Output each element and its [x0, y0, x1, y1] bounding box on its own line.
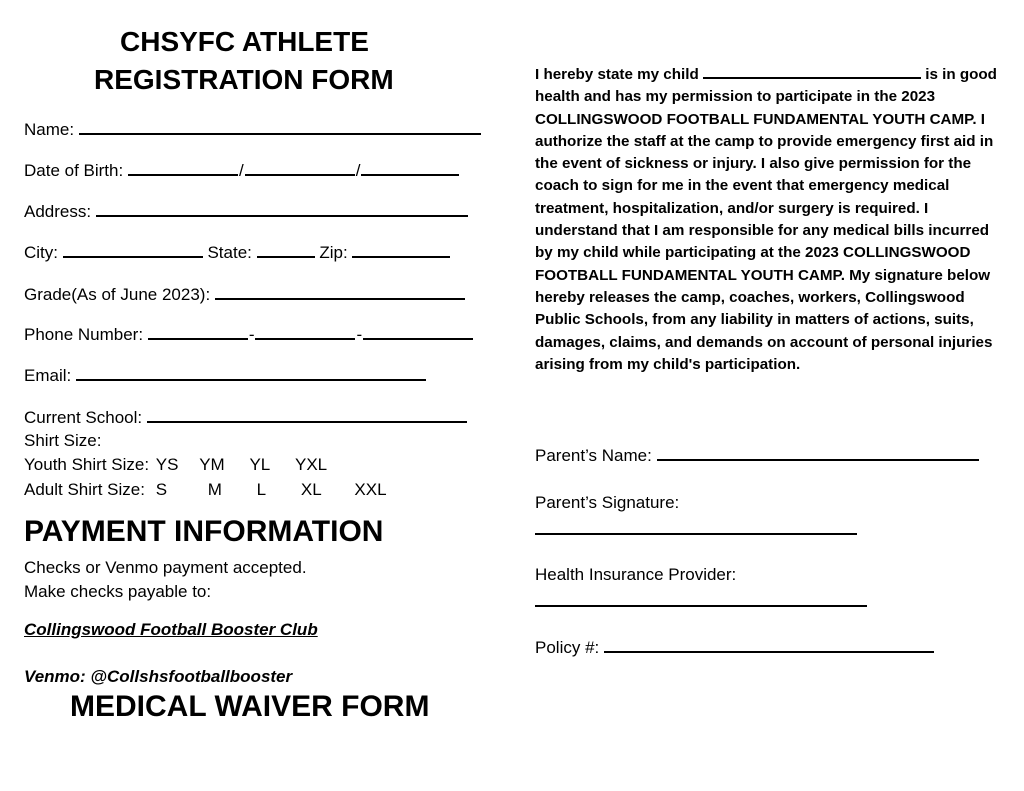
adult-shirt-label: Adult Shirt Size: [24, 480, 145, 499]
address-field[interactable] [96, 201, 468, 217]
name-row [24, 119, 481, 140]
address-label: Address: [24, 202, 92, 221]
youth-size-ym[interactable]: YM [199, 455, 225, 474]
parent-signature-field[interactable] [535, 533, 857, 535]
dob-label: Date of Birth: [24, 161, 124, 180]
state-label: State: [207, 243, 252, 262]
child-name-field[interactable] [703, 65, 921, 79]
dob-year-field[interactable] [361, 160, 459, 176]
payment-heading: PAYMENT INFORMATION [24, 515, 384, 548]
form-title-line1: CHSYFC ATHLETE [120, 26, 369, 57]
parent-name-row [535, 445, 979, 466]
school-label: Current School: [24, 408, 143, 427]
youth-shirt-label: Youth Shirt Size: [24, 455, 150, 474]
state-field[interactable] [257, 242, 315, 258]
waiver-heading: MEDICAL WAIVER FORM [70, 690, 430, 723]
grade-row [24, 284, 465, 305]
youth-shirt-row [24, 455, 327, 475]
phone-prefix-field[interactable] [255, 324, 355, 340]
adult-shirt-row [24, 480, 387, 500]
parent-name-label: Parent’s Name: [535, 446, 652, 465]
waiver-paragraph [535, 64, 1003, 376]
insurance-field[interactable] [535, 605, 867, 607]
youth-size-yxl[interactable]: YXL [294, 455, 328, 474]
address-row [24, 201, 468, 222]
payment-line2: Make checks payable to: [24, 582, 212, 601]
grade-field[interactable] [215, 284, 465, 300]
waiver-intro: I hereby state my child [535, 66, 699, 83]
school-row [24, 407, 467, 428]
phone-separator-2: - [356, 325, 363, 344]
name-label: Name: [24, 120, 75, 139]
phone-row [24, 324, 473, 345]
email-label: Email: [24, 366, 72, 385]
dob-day-field[interactable] [245, 160, 355, 176]
adult-size-xxl[interactable]: XXL [354, 480, 387, 499]
adult-size-m[interactable]: M [207, 480, 222, 499]
shirt-size-label: Shirt Size: [24, 431, 102, 450]
dob-month-field[interactable] [128, 160, 238, 176]
parent-name-field[interactable] [657, 445, 979, 461]
youth-size-yl[interactable]: YL [249, 455, 271, 474]
policy-label: Policy #: [535, 638, 600, 657]
dob-separator-2: / [355, 161, 361, 180]
dob-separator-1: / [238, 161, 244, 180]
phone-area-field[interactable] [148, 324, 248, 340]
zip-field[interactable] [352, 242, 450, 258]
email-row [24, 365, 426, 386]
payment-line1: Checks or Venmo payment accepted. [24, 558, 307, 577]
grade-label: Grade(As of June 2023): [24, 285, 211, 304]
form-title-line2: REGISTRATION FORM [94, 64, 394, 95]
city-state-zip-row [24, 242, 450, 263]
adult-size-s[interactable]: S [155, 480, 168, 499]
youth-size-ys[interactable]: YS [155, 455, 179, 474]
policy-row [535, 637, 934, 658]
venmo-handle: Venmo: @Collshsfootballbooster [24, 667, 293, 686]
dob-row [24, 160, 459, 181]
adult-size-xl[interactable]: XL [300, 480, 322, 499]
waiver-body: is in good health and has my permission to participate in the 2023 COLLINGSWOOD FOOTBALL FUNDAMENTAL YOUTH CAMP. I authorize the staff at the camp to provide emergency first aid in the event of sickness or injury. I also give permission for the coach to sign for me in the event that emergency medical treatment, hospitalization, and/or surgery is required. I understand that I am responsible for any medical bills incurred by my child while participating at the 2023 COLLINGSWOOD FOOTBALL FUNDAMENTAL YOUTH CAMP. My signature below hereby releases the camp, coaches, workers, Collingswood Public Schools, from any liability in matters of actions, suits, damages, claims, and demands on account of personal injuries arising from my child's participation. [535, 66, 997, 373]
city-label: City: [24, 243, 58, 262]
payee-name: Collingswood Football Booster Club [24, 620, 318, 639]
insurance-label: Health Insurance Provider: [535, 565, 737, 584]
city-field[interactable] [63, 242, 203, 258]
school-field[interactable] [147, 407, 467, 423]
email-field[interactable] [76, 365, 426, 381]
zip-label: Zip: [319, 243, 348, 262]
policy-field[interactable] [604, 637, 934, 653]
phone-separator-1: - [248, 325, 255, 344]
parent-signature-label: Parent’s Signature: [535, 493, 680, 512]
adult-size-l[interactable]: L [256, 480, 267, 499]
phone-label: Phone Number: [24, 325, 144, 344]
phone-line-field[interactable] [363, 324, 473, 340]
name-field[interactable] [79, 119, 481, 135]
